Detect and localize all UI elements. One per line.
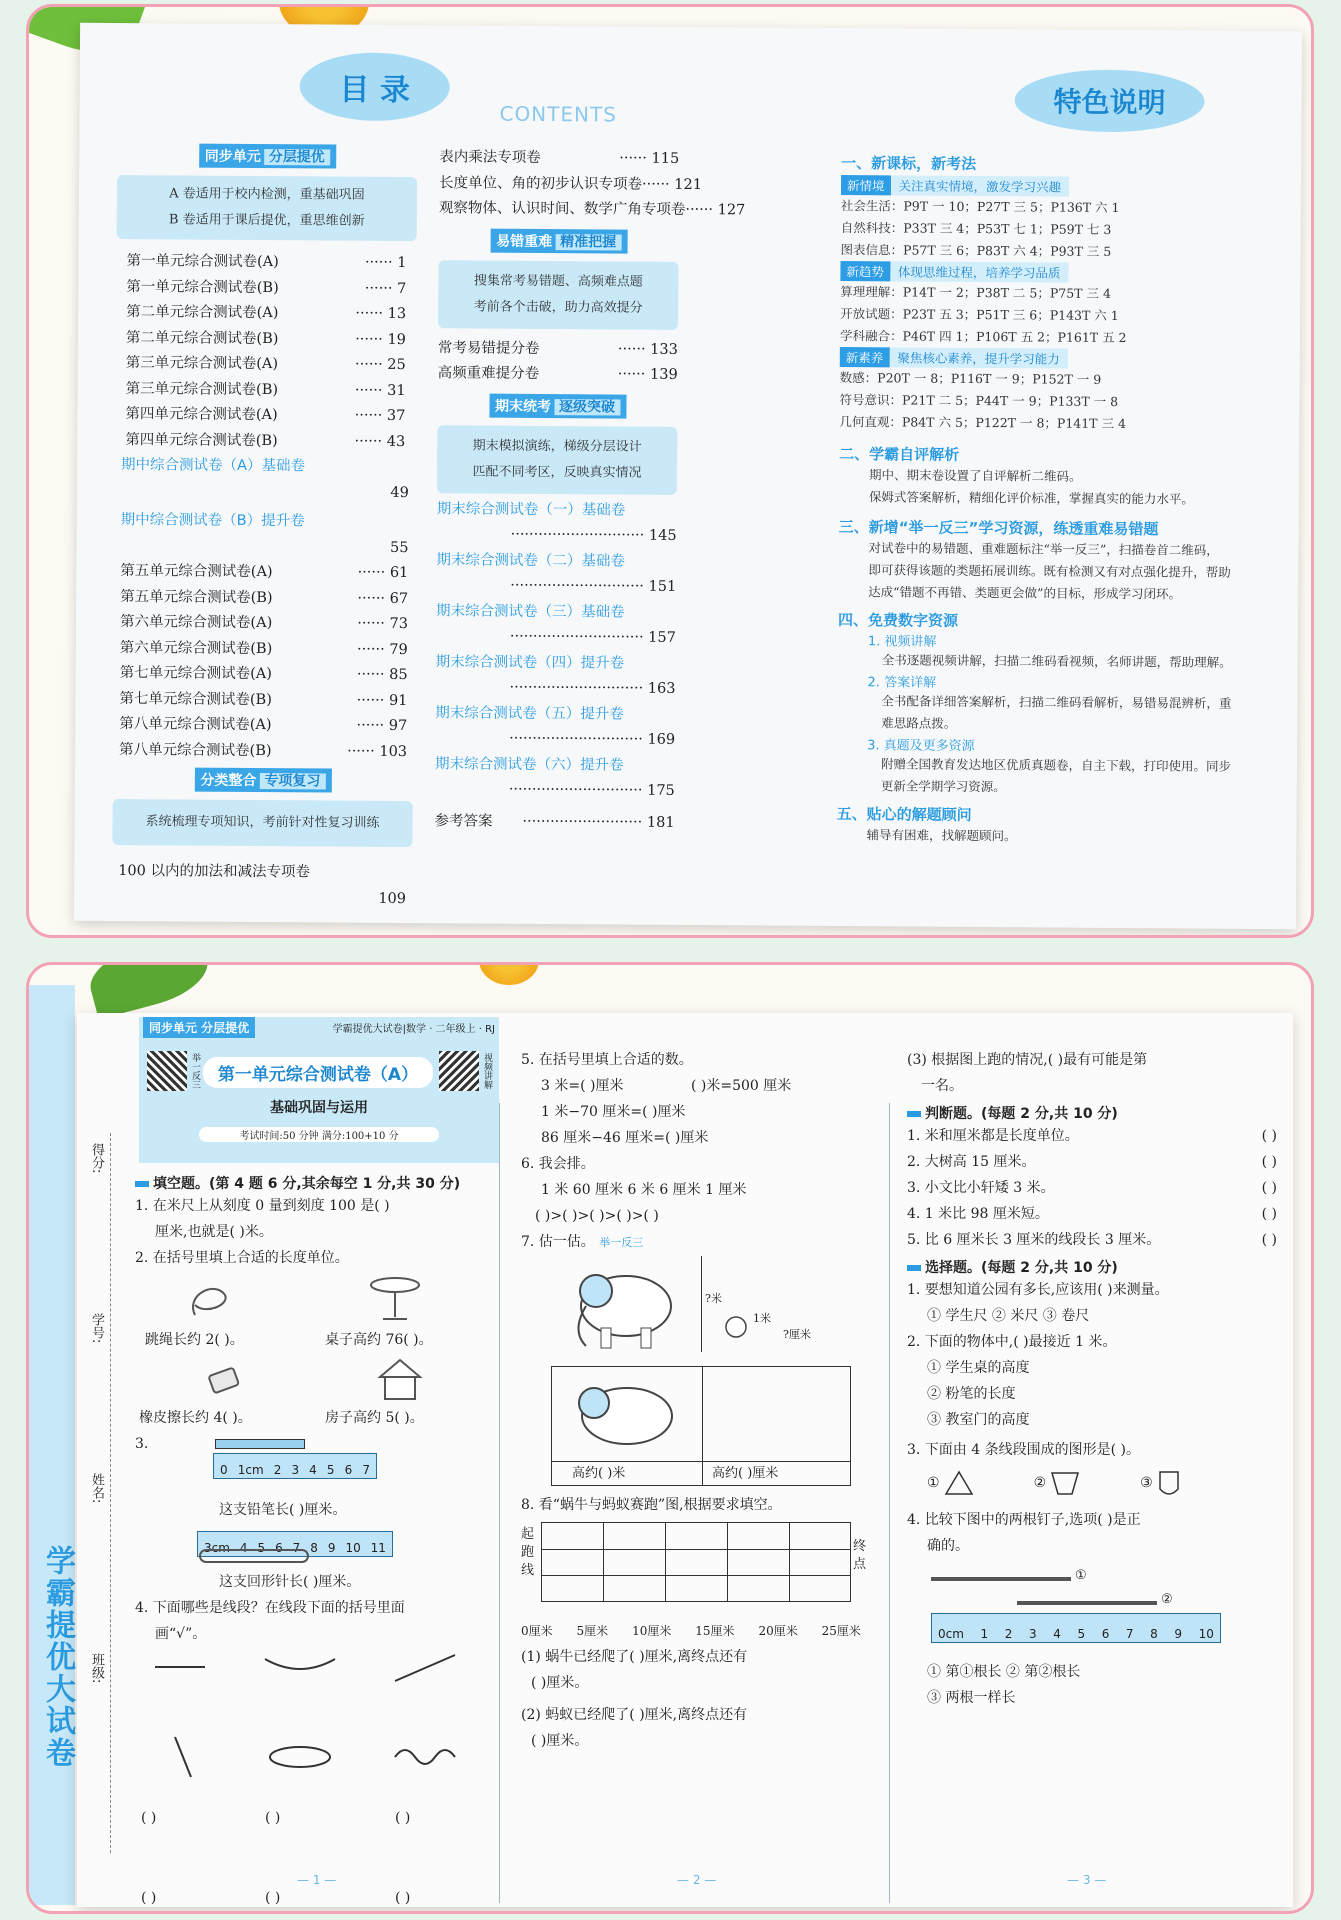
pencil-icon	[215, 1439, 305, 1449]
toc-item-mid-b[interactable]: 期中综合测试卷（B）提升卷	[120, 512, 305, 530]
toc-item[interactable]: 期末综合测试卷（一）基础卷	[436, 500, 626, 519]
toc-item[interactable]: 高频重难提分卷 ······ 139	[437, 365, 678, 383]
exam-spread-frame	[26, 962, 1314, 1914]
axis-label: 0厘米	[521, 1624, 553, 1638]
judge-item: 4. 1 米比 98 厘米短。 ( )	[907, 1201, 1277, 1227]
toc-item-answers[interactable]: 参考答案 ·························· 181	[434, 812, 675, 831]
toc-item[interactable]: 第八单元综合测试卷(A) ······ 97	[119, 716, 408, 735]
triangle-icon	[944, 1469, 974, 1497]
exam-column-2: 5. 在括号里填上合适的数。 3 米=( )厘米 ( )米=500 厘米 1 米−70 厘米=( )厘米 86 厘米−46 厘米=( )厘米 6. 我会排。 1 米 60 厘米 6 米 6 厘米 1 厘米 ( )>( )>( )>( )>( ) 7. 估一估。 举一反三 ?米 1米 ?厘米 高约( )米 高约( )厘米 8. 看“蜗牛与蚂蚁赛跑”图,根据要求填空。 起跑线 终点 0厘米 5厘米 10厘米 15厘米 20厘米 25厘米 (1) 蜗牛已经爬了( )厘米,离终点还有 ( )厘米。 (2) 蚂蚁已经爬了( )厘米,离终点还有 ( )厘米。	[521, 1047, 881, 1754]
jump-rope-icon	[185, 1275, 235, 1325]
toc-item[interactable]: 第三单元综合测试卷(A) ······ 25	[125, 355, 406, 374]
nails-figure: ① ② 0cm 1 2 3 4 5 6 7 8 9 10	[907, 1559, 1277, 1659]
ruler-tick-label: 11	[370, 1541, 386, 1555]
axis-label: 10厘米	[632, 1624, 672, 1638]
feature-b-lines: 算理理解：P14T 一 2；P38T 二 5；P75T 三 4 开放试题：P23T 五 3；P51T 三 6；P143T 六 1 学科融合：P46T 四 1；P106T 五 2；P161T 五 2	[839, 284, 1127, 346]
toc-list-1b	[113, 559, 414, 765]
section-ribbon-sync: 同步单元 分层提优	[199, 144, 336, 169]
toc-item-mid-a[interactable]: 期中综合测试卷（A）基础卷	[121, 457, 306, 475]
section-ribbon-error: 易错重难 精准把握	[490, 228, 627, 253]
ruler-tick-label: 10	[345, 1541, 361, 1555]
ruler-tick-label: 9	[1174, 1627, 1183, 1641]
exam-meta: 考试时间:50 分钟 满分:100+10 分	[199, 1127, 439, 1142]
ruler-tick-label: 0cm	[938, 1627, 964, 1641]
exam-title: 第一单元综合测试卷（A）	[203, 1057, 433, 1088]
toc-item[interactable]: 第六单元综合测试卷(B) ······ 79	[119, 639, 408, 658]
toc-subtitle: CONTENTS	[499, 101, 618, 127]
puppy-icon	[721, 1312, 751, 1342]
house-icon	[375, 1355, 425, 1405]
toc-list-1	[115, 249, 416, 455]
eraser-icon	[205, 1361, 245, 1401]
nail-1	[931, 1577, 1071, 1581]
toc-list-finals: 期末综合测试卷（一）基础卷 ····························· 145 期末综合测试卷（二）基础卷 ····························· 151 期末综合测试卷（三）基础卷 ····························· 157 期末综合测试卷（四）提升卷 ····························· 163 期末综合测试卷（五）提升卷 ····························· 169 期末综合测试卷（六）提升卷 ····························· 175	[435, 497, 677, 805]
toc-item[interactable]: 长度单位、角的初步认识专项卷 ······ 121	[438, 174, 703, 193]
toc-mid: 期中综合测试卷（A）基础卷 49 期中综合测试卷（B）提升卷 55	[114, 453, 415, 561]
axis-label: 5厘米	[576, 1624, 609, 1638]
toc-item[interactable]: 期末综合测试卷（四）提升卷	[435, 653, 625, 672]
ruler-tick-label: 9	[327, 1541, 336, 1555]
feature-heading-4: 四、免费数字资源	[837, 611, 959, 630]
qr-code-right[interactable]	[439, 1051, 479, 1091]
toc-spread-frame	[26, 4, 1314, 938]
toc-item[interactable]: 第七单元综合测试卷(A) ······ 85	[119, 665, 408, 684]
judge-item: 5. 比 6 厘米长 3 厘米的线段长 3 厘米。 ( )	[907, 1227, 1277, 1253]
section-fill-heading: 填空题。(第 4 题 6 分,其余每空 1 分,共 30 分)	[153, 1176, 461, 1192]
ruler-tick-label: 5	[1077, 1627, 1086, 1641]
ruler-tick-label: 7	[1125, 1627, 1134, 1641]
judge-item: 3. 小文比小轩矮 3 米。 ( )	[907, 1175, 1277, 1201]
ruler-tick-label: 1	[980, 1627, 989, 1641]
feature-heading-5: 五、贴心的解题顾问	[836, 805, 972, 824]
exam-header: 同步单元 分层提优 学霸提优大试卷|数学 · 二年级上 · RJ 举一反三 视频讲解 第一单元综合测试卷（A） 基础巩固与运用 考试时间:50 分钟 满分:100+10 分	[139, 1017, 499, 1163]
ruler-3	[931, 1613, 1221, 1643]
toc-item[interactable]: 第二单元综合测试卷(B) ······ 19	[125, 329, 407, 348]
ruler-tick-label: 0	[220, 1463, 228, 1477]
answer-blank[interactable]: ( )	[1261, 1180, 1277, 1196]
section-judge-heading: 判断题。(每题 2 分,共 10 分)	[925, 1106, 1118, 1122]
ruler-tick-label: 2	[1004, 1627, 1013, 1641]
estimate-box: 高约( )米 高约( )厘米	[551, 1366, 851, 1486]
toc-column-2	[434, 145, 746, 836]
judge-list	[907, 1123, 1277, 1253]
axis-label: 20厘米	[758, 1624, 798, 1638]
ruler-tick-label: 6	[275, 1541, 283, 1555]
judge-item: 2. 大树高 15 厘米。 ( )	[907, 1149, 1277, 1175]
toc-item[interactable]: 第一单元综合测试卷(B) ······ 7	[126, 278, 407, 297]
error-desc-box: 搜集常考易错题、高频难点题 考前各个击破，助力高效提分	[438, 260, 678, 330]
answer-blank[interactable]: ( )	[1261, 1154, 1277, 1170]
sync-desc-box: A 卷适用于校内检测，重基础巩固 B 卷适用于课后提优，重思维创新	[117, 175, 417, 241]
exam-sheet: 得分: 学号: 姓名: 班级: 同步单元 分层提优 学霸提优大试卷|数学 · 二年级上 · RJ 举一反三 视频讲解 第一单元综合测试卷（A） 基础巩固与运用 考试时间:50 分钟 满分:100+10 分 填空题。(第 4 题 6 分,其余每空 1 分,共 30 分) 1. 在米尺上从刻度 0 量到刻度 100 是( ) 厘米,也就是( )米。 2. 在括号里填上合适的长度单位。 跳绳长约 2( )。 桌子高约 76( )。 橡皮擦长约 4( )。 房子高约 5( )。 3. 0 1cm 2 3 4 5 6 7 这支铅笔长( )厘米。 3cm 4 5 6 7 8 9 10 11 这支回形针长( )厘米。 4. 下面哪些是线段？在线段下面的括号里面 画“√”。 ( ) ( ) ( ) ( ) ( ) ( ) 5. 在括号里填上合适的数。 3 米=( )厘米 ( )米=500 厘米 1 米−70 厘米=( )厘米 86 厘米−46 厘米=( )厘米 6. 我会排。 1 米 60 厘米 6 米 6 厘米 1 厘米 ( )>( )>( )>( )>( ) 7. 估一估。 举一反三 ?米 1米 ?厘米 高约( )米 高约( )厘米 8. 看“蜗牛与蚂蚁赛跑”图,根据要求填空。 起跑线 终点 0厘米 5厘米 10厘米 15厘米 20厘米 25厘米 (1) 蜗牛已经爬了( )厘米,离终点还有 ( )厘米。 (2) 蚂蚁已经爬了( )厘米,离终点还有 ( )厘米。 (3) 根据图上跑的情况,( )最有可能是第 一名。 判断题。(每题 2 分,共 10 分) 1. 米和厘米都是长度单位。 ( ) 2. 大树高 15 厘米。 ( ) 3. 小文比小轩矮 3 米。 ( ) 4. 1 米比 98 厘米短。 ( ) 5. 比 6 厘米长 3 厘米的线段长 3 厘米。 ( ) 选择题。(每题 2 分,共 10 分) 1. 要想知道公园有多长,应该用( )来测量。 ① 学生尺 ② 米尺 ③ 卷尺 2. 下面的物体中,( )最接近 1 米。 ① 学生桌的高度 ② 粉笔的长度 ③ 教室门的高度 3. 下面由 4 条线段围成的图形是( )。 ① ② ③ 4. 比较下图中的两根钉子,选项( )是正 确的。 ① ② 0cm 1 2 3 4 5 6 7 8 9 10 ① 第①根长 ② 第②根长 ③ 两根一样长 — 1 — — 2 — — 3 —	[77, 1013, 1293, 1907]
toc-item[interactable]: 期末综合测试卷（二）基础卷	[436, 551, 625, 570]
shape-options: ① ② ③	[907, 1463, 1277, 1503]
nail-2	[1017, 1601, 1157, 1605]
ruler-tick-label: 3	[1028, 1627, 1037, 1641]
toc-item[interactable]: 第二单元综合测试卷(A) ······ 13	[126, 304, 407, 323]
toc-item[interactable]: 第四单元综合测试卷(A) ······ 37	[125, 406, 406, 425]
book-spine: 学霸提优大试卷	[29, 985, 75, 1905]
qr-code-left[interactable]	[147, 1051, 187, 1091]
exam-column-3: (3) 根据图上跑的情况,( )最有可能是第 一名。 判断题。(每题 2 分,共 10 分) 1. 米和厘米都是长度单位。 ( ) 2. 大树高 15 厘米。 ( ) 3. 小文比小轩矮 3 米。 ( ) 4. 1 米比 98 厘米短。 ( ) 5. 比 6 厘米长 3 厘米的线段长 3 厘米。 ( ) 选择题。(每题 2 分,共 10 分) 1. 要想知道公园有多长,应该用( )来测量。 ① 学生尺 ② 米尺 ③ 卷尺 2. 下面的物体中,( )最接近 1 米。 ① 学生桌的高度 ② 粉笔的长度 ③ 教室门的高度 3. 下面由 4 条线段围成的图形是( )。 ① ② ③ 4. 比较下图中的两根钉子,选项( )是正 确的。 ① ② 0cm 1 2 3 4 5 6 7 8 9 10 ① 第①根长 ② 第②根长 ③ 两根一样长	[907, 1052, 1277, 1706]
ruler-tick-label: 4	[1053, 1627, 1061, 1641]
trapezoid-icon	[1050, 1469, 1080, 1497]
ruler-tick-label: 5	[326, 1463, 335, 1477]
ruler-tick-label: 4	[309, 1463, 317, 1477]
curved-shape-icon	[1157, 1469, 1181, 1497]
toc-item[interactable]: 期末综合测试卷（三）基础卷	[435, 602, 625, 621]
toc-title: 目 录	[299, 52, 449, 121]
ruler-1	[213, 1453, 377, 1479]
feature-c-lines: 数感：P20T 一 8；P116T 一 9；P152T 一 9 符号意识：P21T 二 5；P44T 一 9；P133T 一 8 几何直观：P84T 六 5；P122T 一 8；P141T 三 4	[839, 370, 1127, 432]
section-ribbon-final: 期末统考 逐级突破	[489, 393, 626, 418]
features-column: 一、新课标，新考法 新情境 关注真实情境，激发学习兴趣 社会生活：P9T 一 10；P27T 三 5；P136T 六 1 自然科技：P33T 三 4；P53T 七 1；P59T 七 3 图表信息：P57T 三 6；P83T 六 4；P93T 三 5 新趋势 体现思维过程，培养学习品质 算理理解：P14T 一 2；P38T 二 5；P75T 三 4 开放试题：P23T 五 3；P51T 三 6；P143T 六 1 学科融合：P46T 四 1；P106T 五 2；P161T 五 2 新素养 聚焦核心素养，提升学习能力 数感：P20T 一 8；P116T 一 9；P152T 一 9 符号意识：P21T 二 5；P44T 一 9；P133T 一 8 几何直观：P84T 六 5；P122T 一 8；P141T 三 4 二、学霸自评解析 期中、期末卷设置了自评解析二维码。 保姆式答案解析，精细化评价标准，掌握真实的能力水平。 三、新增“举一反三”学习资源，练透重难易错题 对试卷中的易错题、重难题标注“举一反三”，扫描卷首二维码， 即可获得该题的类题拓展训练。既有检测又有对点强化提升，帮助 达成“错题不再错、类题更会做”的目标，形成学习闭环。 四、免费数字资源 1. 视频讲解 全书逐题视频讲解，扫描二维码看视频，名师讲题，帮助理解。 2. 答案详解 全书配备详细答案解析，扫描二维码看解析，易错易混辨析，重 难思路点拨。 3. 真题及更多资源 附赠全国教育发达地区优质真题卷，自主下载，打印使用。同步 更新全学期学习资源。 五、贴心的解题顾问 辅导有困难，找解题顾问。	[836, 146, 1281, 849]
ruler-tick-label: 3	[291, 1463, 300, 1477]
toc-item[interactable]: 期末综合测试卷（五）提升卷	[435, 704, 624, 723]
race-axis	[521, 1618, 861, 1644]
ruler-tick-label: 1cm	[237, 1463, 264, 1477]
paperclip-icon	[199, 1549, 309, 1563]
final-desc-box: 期末模拟演练，梯级分层设计 匹配不同考区，反映真实情况	[437, 425, 677, 495]
feature-a-lines: 社会生活：P9T 一 10；P27T 三 5；P136T 六 1 自然科技：P33T 三 4；P53T 七 1；P59T 七 3 图表信息：P57T 三 6；P83T 六 4；P93T 三 5	[840, 198, 1120, 259]
judge-item: 1. 米和厘米都是长度单位。 ( )	[907, 1123, 1277, 1149]
race-figure: 起跑线 终点	[521, 1518, 881, 1618]
answer-blank[interactable]: ( )	[1261, 1128, 1277, 1144]
ruler-tick-label: 3cm	[204, 1541, 230, 1555]
toc-item-special1[interactable]: 100 以内的加法和减法专项卷 109	[118, 863, 407, 907]
ruler-tick-label: 4	[239, 1541, 248, 1555]
feature-heading-3: 三、新增“举一反三”学习资源，练透重难易错题	[838, 518, 1159, 539]
toc-item[interactable]: 表内乘法专项卷 ······ 115	[439, 149, 680, 167]
ruler-tick-label: 5	[257, 1541, 266, 1555]
toc-item[interactable]: 第七单元综合测试卷(B) ······ 91	[119, 690, 408, 709]
section-choice-heading: 选择题。(每题 2 分,共 10 分)	[925, 1260, 1118, 1276]
ruler-tick-label: 8	[1150, 1627, 1158, 1641]
elephant-icon	[561, 1256, 691, 1356]
axis-label: 15厘米	[695, 1624, 735, 1638]
toc-item[interactable]: 第六单元综合测试卷(A) ······ 73	[119, 614, 409, 633]
toc-item[interactable]: 第四单元综合测试卷(B) ······ 43	[125, 431, 406, 450]
feature-heading-2: 二、学霸自评解析	[839, 445, 960, 464]
toc-column-1	[112, 143, 417, 912]
toc-sheet	[74, 23, 1302, 930]
toc-item[interactable]: 第八单元综合测试卷(B) ······ 103	[119, 741, 408, 760]
features-title: 特色说明	[1014, 69, 1204, 132]
toc-item[interactable]: 第五单元综合测试卷(A) ······ 61	[120, 563, 409, 582]
answer-blank[interactable]: ( )	[1261, 1232, 1277, 1248]
toc-item[interactable]: 观察物体、认识时间、数学广角专项卷 ······ 127	[438, 200, 746, 219]
flower-decoration	[479, 962, 539, 985]
practice-tag: 举一反三	[599, 1236, 644, 1249]
ruler-tick-label: 8	[310, 1541, 318, 1555]
toc-item[interactable]: 第五单元综合测试卷(B) ······ 67	[120, 588, 409, 607]
ruler-tick-label: 6	[1101, 1627, 1110, 1641]
exam-column-1: 填空题。(第 4 题 6 分,其余每空 1 分,共 30 分) 1. 在米尺上从刻度 0 量到刻度 100 是( ) 厘米,也就是( )米。 2. 在括号里填上合适的长度单位。 跳绳长约 2( )。 桌子高约 76( )。 橡皮擦长约 4( )。 房子高约 5( )。 3. 0 1cm 2 3 4 5 6 7 这支铅笔长( )厘米。 3cm 4 5 6 7 8 9 10 11 这支回形针长( )厘米。 4. 下面哪些是线段？在线段下面的括号里面 画“√”。 ( ) ( ) ( ) ( ) ( ) ( )	[135, 1173, 495, 1811]
answer-blank[interactable]: ( )	[1261, 1206, 1277, 1222]
toc-item[interactable]: 第一单元综合测试卷(A) ······ 1	[126, 253, 407, 272]
ruler-tick-label: 6	[344, 1463, 353, 1477]
ruler-tick-label: 7	[292, 1541, 301, 1555]
line-segments-figure	[135, 1647, 495, 1807]
toc-item[interactable]: 第三单元综合测试卷(B) ······ 31	[125, 380, 406, 399]
class-desc-box: 系统梳理专项知识，考前针对性复习训练	[112, 799, 412, 847]
ruler-tick-label: 7	[362, 1463, 370, 1477]
toc-item[interactable]: 常考易错提分卷 ······ 133	[437, 339, 678, 358]
toc-item[interactable]: 期末综合测试卷（六）提升卷	[434, 755, 624, 774]
toc-list-2b	[438, 336, 678, 389]
exam-subtitle: 基础巩固与运用	[270, 1100, 368, 1116]
leaf-decoration	[83, 962, 214, 1020]
feature-heading-1: 一、新课标，新考法	[841, 154, 977, 174]
section-ribbon-class: 分类整合 专项复习	[194, 768, 331, 793]
elephant-icon	[562, 1371, 692, 1461]
ruler-tick-label: 10	[1198, 1627, 1214, 1641]
axis-label: 25厘米	[821, 1624, 861, 1638]
table-icon	[365, 1275, 425, 1325]
ruler-tick-label: 2	[273, 1463, 282, 1477]
toc-list-2	[438, 145, 746, 223]
